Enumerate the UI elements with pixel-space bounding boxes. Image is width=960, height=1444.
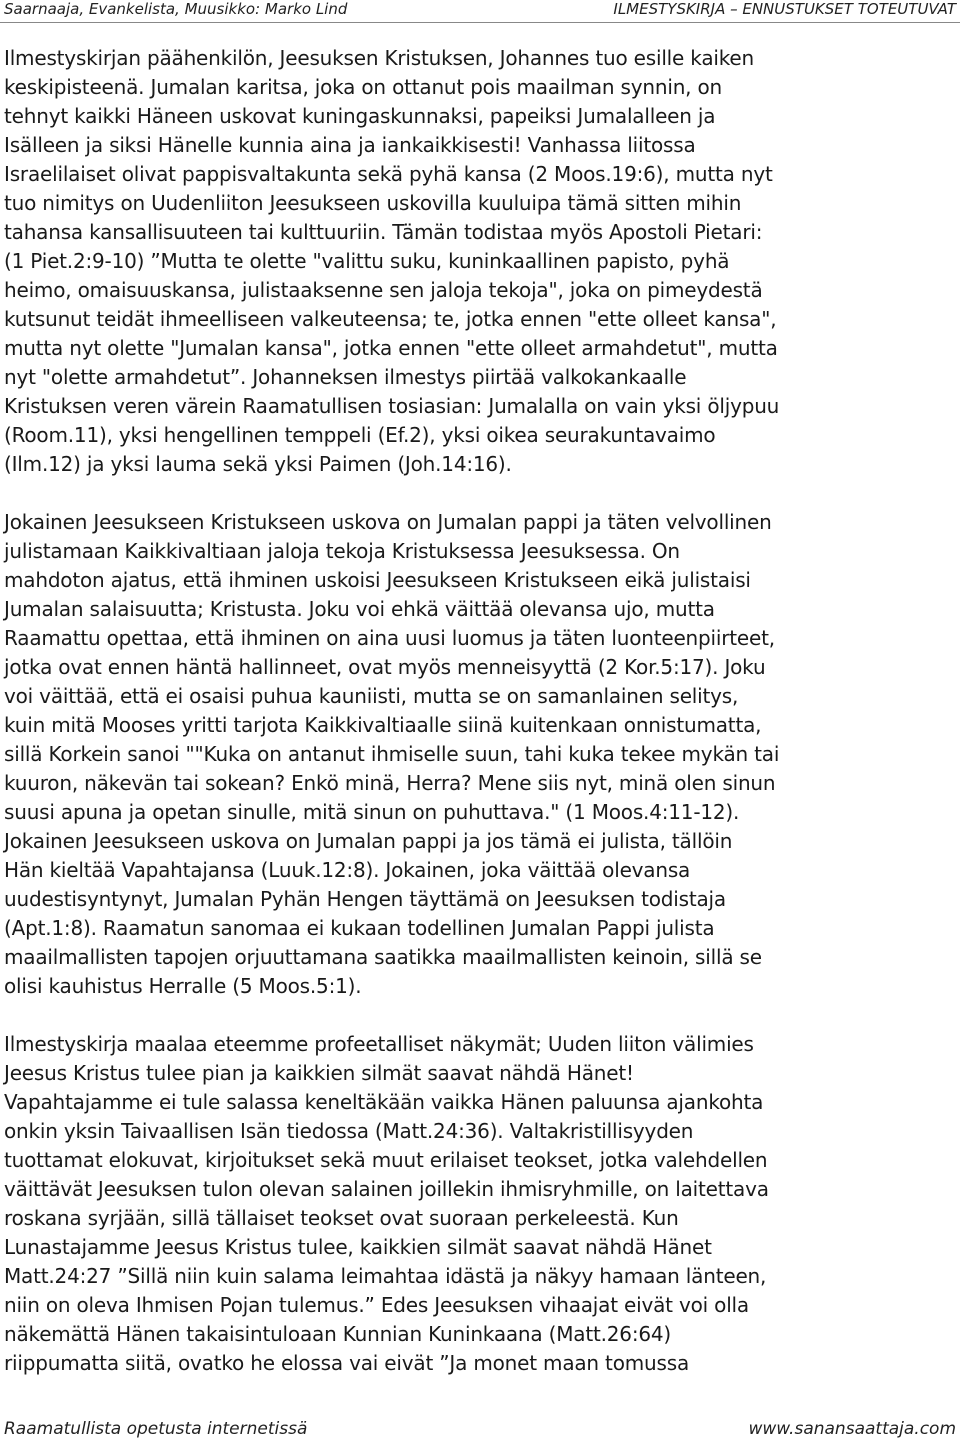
header-author: Saarnaaja, Evankelista, Muusikko: Marko Lind — [4, 0, 348, 18]
document-body — [4, 44, 956, 1378]
footer-tagline: Raamatullista opetusta internetissä — [4, 1419, 308, 1439]
paragraph-3: Ilmestyskirja maalaa eteemme profeetalliset näkymät; Uuden liiton välimies Jeesus Kristus tulee pian ja kaikkien silmät saavat nähdä Hänet! Vapahtajamme ei tule salassa keneltäkään vaikka Hänen paluunsa ajankohta onkin yksin Taivaallisen Isän tiedossa (Matt.24:36). Valtakristillisyyden tuottamat elokuvat, kirjoitukset sekä muut erilaiset teokset, jotka valehdellen väittävät Jeesuksen tulon olevan salainen joillekin ihmisryhmille, on laitettava roskana syrjään, sillä tällaiset teokset ovat suoraan perkeleestä. Kun Lunastajamme Jeesus Kristus tulee, kaikkien silmät saavat nähdä Hänet Matt.24:27 ”Sillä niin kuin salama leimahtaa idästä ja näkyy hamaan länteen, niin on oleva Ihmisen Pojan tulemus.” Edes Jeesuksen vihaajat eivät voi olla näkemättä Hänen takaisintuloaan Kunnian Kuninkaana (Matt.26:64) riippumatta siitä, ovatko he elossa vai eivät ”Ja monet maan tomussa — [4, 1032, 769, 1375]
page-header — [4, 0, 956, 20]
page-footer — [4, 1419, 956, 1441]
header-title: ILMESTYSKIRJA – ENNUSTUKSET TOTEUTUVAT — [613, 0, 956, 18]
paragraph-1: Ilmestyskirjan päähenkilön, Jeesuksen Kristuksen, Johannes tuo esille kaiken keskipisteenä. Jumalan karitsa, joka on ottanut pois maailman synnin, on tehnyt kaikki Häneen uskovat kuningaskunnaksi, papeiksi Jumalalleen ja Isälleen ja siksi Hänelle kunnia aina ja iankaikkisesti! Vanhassa liitossa Israelilaiset olivat pappisvaltakunta sekä pyhä kansa (2 Moos.19:6), mutta nyt tuo nimitys on Uudenliiton Jeesukseen uskovilla kuuluipa tämä sitten mihin tahansa kansallisuuteen tai kulttuuriin. Tämän todistaa myös Apostoli Pietari: (1 Piet.2:9-10) ”Mutta te olette "valittu suku, kuninkaallinen papisto, pyhä heimo, omaisuuskansa, julistaaksenne sen jaloja tekoja", joka on pimeydestä kutsunut teidät ihmeelliseen valkeuteensa; te, jotka ennen "ette olleet kansa", mutta nyt olette "Jumalan kansa", jotka ennen "ette olleet armahdetut", mutta nyt "olette armahdetut”. Johanneksen ilmestys piirtää valkokankaalle Kristuksen veren värein Raamatullisen tosiasian: Jumalalla on vain yksi öljypuu (Room.11), yksi hengellinen temppeli (Ef.2), yksi oikea seurakuntavaimo (Ilm.12) ja yksi lauma sekä yksi Paimen (Joh.14:16). — [4, 46, 780, 476]
header-divider — [0, 22, 960, 23]
paragraph-2: Jokainen Jeesukseen Kristukseen uskova on Jumalan pappi ja täten velvollinen julistamaan Kaikkivaltiaan jaloja tekoja Kristuksessa Jeesuksessa. On mahdoton ajatus, että ihminen uskoisi Jeesukseen Kristukseen eikä julistaisi Jumalan salaisuutta; Kristusta. Joku voi ehkä väittää olevansa ujo, mutta Raamattu opettaa, että ihminen on aina uusi luomus ja täten luonteenpiirteet, jotka ovat ennen häntä hallinneet, ovat myös menneisyyttä (2 Kor.5:17). Joku voi väittää, että ei osaisi puhua kauniisti, mutta se on samanlainen selitys, kuin mitä Mooses yritti tarjota Kaikkivaltiaalle siinä kuitenkaan onnistumatta, sillä Korkein sanoi ""Kuka on antanut ihmiselle suun, tahi kuka tekee mykän tai kuuron, näkevän tai sokean? Enkö minä, Herra? Mene siis nyt, minä olen sinun suusi apuna ja opetan sinulle, mitä sinun on puhuttava." (1 Moos.4:11-12). Jokainen Jeesukseen uskova on Jumalan pappi ja jos tämä ei julista, tällöin Hän kieltää Vapahtajansa (Luuk.12:8). Jokainen, joka väittää olevansa uudestisyntynyt, Jumalan Pyhän Hengen täyttämä on Jeesuksen todistaja (Apt.1:8). Raamatun sanomaa ei kukaan todellinen Jumalan Pappi julista maailmallisten tapojen orjuuttamana saatikka maailmallisten keinoin, sillä se olisi kauhistus Herralle (5 Moos.5:1). — [4, 510, 780, 998]
footer-website: www.sanansaattaja.com — [748, 1419, 956, 1439]
